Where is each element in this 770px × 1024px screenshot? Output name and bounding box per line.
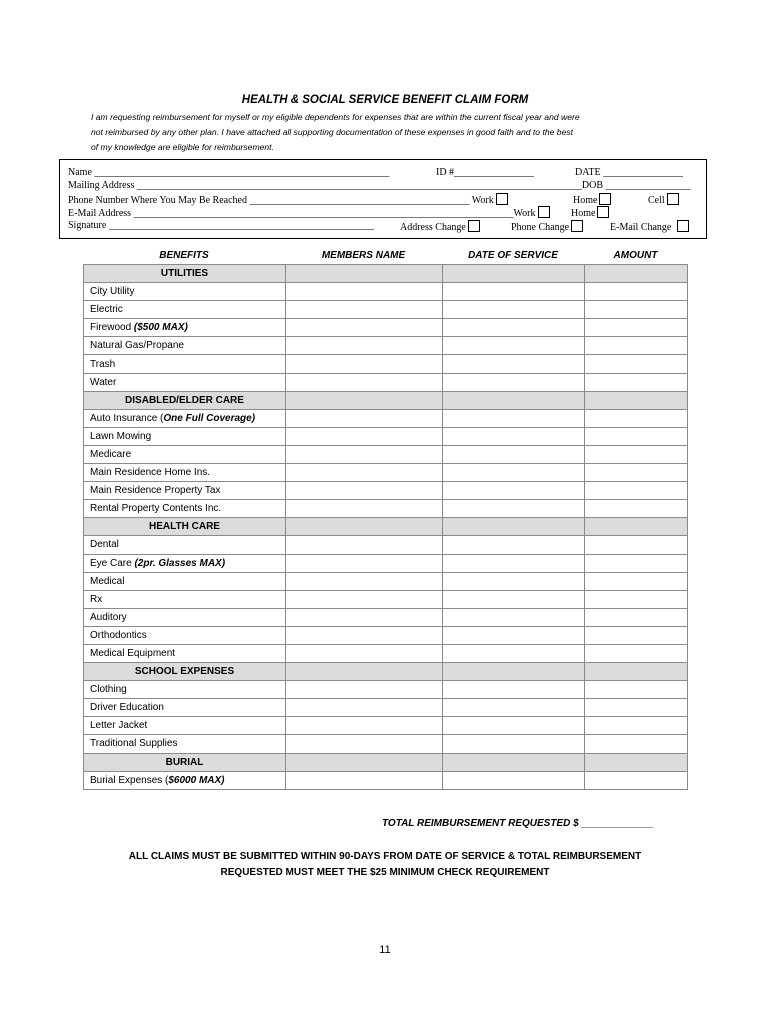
submission-notice bbox=[0, 849, 770, 881]
table-row bbox=[84, 337, 688, 355]
amount-cell[interactable] bbox=[585, 681, 688, 699]
benefit-text: Natural Gas/Propane bbox=[90, 340, 184, 352]
email-work-checkbox[interactable] bbox=[538, 206, 550, 218]
phone-home-label: Home bbox=[573, 195, 598, 206]
benefit-label bbox=[84, 373, 286, 391]
members-name-cell[interactable] bbox=[286, 626, 443, 644]
table-row bbox=[84, 771, 688, 789]
members-name-cell[interactable] bbox=[286, 373, 443, 391]
phone-home-checkbox[interactable] bbox=[599, 193, 611, 205]
column-header-benefits: BENEFITS bbox=[159, 250, 209, 261]
benefit-limit: One Full Coverage) bbox=[163, 412, 256, 424]
section-label bbox=[84, 265, 286, 283]
benefit-text: Driver Education bbox=[90, 702, 164, 714]
date-of-service-cell[interactable] bbox=[443, 735, 585, 753]
amount-cell[interactable] bbox=[585, 337, 688, 355]
members-name-cell[interactable] bbox=[286, 301, 443, 319]
benefit-text: HEALTH CARE bbox=[149, 521, 220, 533]
email-change-label: E-Mail Change bbox=[610, 222, 672, 233]
date-of-service-cell[interactable] bbox=[443, 626, 585, 644]
members-name-cell[interactable] bbox=[286, 319, 443, 337]
benefit-label bbox=[84, 445, 286, 463]
address-change bbox=[400, 220, 480, 233]
date-of-service-cell[interactable] bbox=[443, 373, 585, 391]
table-row bbox=[84, 608, 688, 626]
benefit-label bbox=[84, 409, 286, 427]
date-of-service-cell[interactable] bbox=[443, 554, 585, 572]
members-name-cell[interactable] bbox=[286, 355, 443, 373]
members-name-cell bbox=[286, 391, 443, 409]
table-row bbox=[84, 699, 688, 717]
amount-cell[interactable] bbox=[585, 482, 688, 500]
amount-cell[interactable] bbox=[585, 301, 688, 319]
benefit-label bbox=[84, 590, 286, 608]
members-name-cell bbox=[286, 518, 443, 536]
benefit-text: Medical Equipment bbox=[90, 648, 176, 660]
amount-cell[interactable] bbox=[585, 699, 688, 717]
date-of-service-cell[interactable] bbox=[443, 301, 585, 319]
date-of-service-cell[interactable] bbox=[443, 464, 585, 482]
benefit-label bbox=[84, 735, 286, 753]
total-reimbursement[interactable]: TOTAL REIMBURSEMENT REQUESTED $ _____________ bbox=[382, 818, 654, 829]
phone-cell-label: Cell bbox=[648, 195, 665, 206]
table-row bbox=[84, 590, 688, 608]
members-name-cell[interactable] bbox=[286, 590, 443, 608]
email-change-checkbox[interactable] bbox=[677, 220, 689, 232]
date-of-service-cell[interactable] bbox=[443, 482, 585, 500]
benefit-text: Rental Property Contents Inc. bbox=[90, 503, 222, 515]
section-label bbox=[84, 518, 286, 536]
members-name-cell[interactable] bbox=[286, 482, 443, 500]
amount-cell[interactable] bbox=[585, 464, 688, 482]
members-name-cell[interactable] bbox=[286, 771, 443, 789]
table-row bbox=[84, 373, 688, 391]
amount-cell bbox=[585, 391, 688, 409]
amount-cell[interactable] bbox=[585, 445, 688, 463]
date-of-service-cell[interactable] bbox=[443, 355, 585, 373]
table-row bbox=[84, 626, 688, 644]
date-of-service-cell[interactable] bbox=[443, 681, 585, 699]
benefit-text: Rx bbox=[90, 593, 103, 605]
amount-cell[interactable] bbox=[585, 626, 688, 644]
amount-cell[interactable] bbox=[585, 283, 688, 301]
date-of-service-cell[interactable] bbox=[443, 319, 585, 337]
members-name-cell[interactable] bbox=[286, 717, 443, 735]
intro-text bbox=[91, 110, 691, 155]
benefit-limit: ($500 MAX) bbox=[133, 322, 188, 334]
benefit-text: Traditional Supplies bbox=[90, 738, 178, 750]
members-name-cell[interactable] bbox=[286, 409, 443, 427]
date-of-service-cell[interactable] bbox=[443, 337, 585, 355]
benefit-text: Trash bbox=[90, 358, 116, 370]
date-of-service-cell[interactable] bbox=[443, 590, 585, 608]
table-row bbox=[84, 536, 688, 554]
section-row bbox=[84, 753, 688, 771]
date-of-service-cell[interactable] bbox=[443, 699, 585, 717]
intro-line: not reimbursed by any other plan. I have attached all supporting documentation of these expenses in good faith and to the best bbox=[91, 127, 574, 137]
benefits-table bbox=[83, 264, 688, 790]
signature-field[interactable]: Signature _____________________________________________________ bbox=[68, 220, 374, 231]
section-row bbox=[84, 518, 688, 536]
email-home-checkbox[interactable] bbox=[597, 206, 609, 218]
date-of-service-cell[interactable] bbox=[443, 771, 585, 789]
address-change-checkbox[interactable] bbox=[468, 220, 480, 232]
amount-cell[interactable] bbox=[585, 500, 688, 518]
table-row bbox=[84, 735, 688, 753]
phone-change bbox=[511, 220, 583, 233]
benefit-label bbox=[84, 319, 286, 337]
table-row bbox=[84, 319, 688, 337]
amount-cell[interactable] bbox=[585, 590, 688, 608]
date-of-service-cell bbox=[443, 753, 585, 771]
benefit-text: Letter Jacket bbox=[90, 720, 148, 732]
intro-line: of my knowledge are eligible for reimbursement. bbox=[91, 142, 274, 152]
table-row bbox=[84, 301, 688, 319]
members-name-cell[interactable] bbox=[286, 500, 443, 518]
amount-cell[interactable] bbox=[585, 427, 688, 445]
phone-work-checkbox[interactable] bbox=[496, 193, 508, 205]
benefit-label bbox=[84, 427, 286, 445]
members-name-cell[interactable] bbox=[286, 644, 443, 662]
amount-cell[interactable] bbox=[585, 536, 688, 554]
amount-cell[interactable] bbox=[585, 373, 688, 391]
phone-cell bbox=[648, 193, 679, 206]
amount-cell[interactable] bbox=[585, 771, 688, 789]
members-name-cell[interactable] bbox=[286, 337, 443, 355]
email-field bbox=[68, 206, 550, 219]
benefit-text: Dental bbox=[90, 539, 119, 551]
members-name-cell bbox=[286, 663, 443, 681]
benefit-text: Auditory bbox=[90, 611, 127, 623]
benefit-label bbox=[84, 626, 286, 644]
section-row bbox=[84, 663, 688, 681]
benefit-text: Eye Care bbox=[90, 557, 135, 569]
date-of-service-cell[interactable] bbox=[443, 283, 585, 301]
date-of-service-cell[interactable] bbox=[443, 500, 585, 518]
members-name-cell bbox=[286, 753, 443, 771]
amount-cell[interactable] bbox=[585, 608, 688, 626]
benefit-label bbox=[84, 771, 286, 789]
members-name-cell[interactable] bbox=[286, 464, 443, 482]
amount-cell[interactable] bbox=[585, 409, 688, 427]
section-label bbox=[84, 663, 286, 681]
claimant-info-box bbox=[59, 159, 707, 239]
section-label bbox=[84, 753, 286, 771]
benefit-label bbox=[84, 464, 286, 482]
benefit-text: Main Residence Property Tax bbox=[90, 485, 221, 497]
amount-cell bbox=[585, 753, 688, 771]
benefit-label bbox=[84, 554, 286, 572]
benefit-label bbox=[84, 681, 286, 699]
members-name-cell[interactable] bbox=[286, 572, 443, 590]
phone-change-label: Phone Change bbox=[511, 222, 570, 233]
phone-work-label: Phone Number Where You May Be Reached ____________________________________________ Work bbox=[68, 195, 494, 206]
column-header-members-name: MEMBERS NAME bbox=[321, 250, 406, 261]
table-row bbox=[84, 464, 688, 482]
benefit-text: SCHOOL EXPENSES bbox=[134, 666, 235, 678]
date-of-service-cell[interactable] bbox=[443, 536, 585, 554]
notice-line: ALL CLAIMS MUST BE SUBMITTED WITHIN 90-DAYS FROM DATE OF SERVICE & TOTAL REIMBURSEMENT bbox=[128, 851, 642, 862]
benefit-text: Burial Expenses ( bbox=[90, 774, 169, 786]
benefit-label bbox=[84, 536, 286, 554]
id-field[interactable]: ID #________________ bbox=[436, 167, 535, 178]
table-row bbox=[84, 445, 688, 463]
column-header-amount: AMOUNT bbox=[613, 250, 658, 261]
table-row bbox=[84, 427, 688, 445]
notice-line: REQUESTED MUST MEET THE $25 MINIMUM CHECK REQUIREMENT bbox=[220, 867, 550, 878]
benefit-label bbox=[84, 644, 286, 662]
benefit-label bbox=[84, 283, 286, 301]
amount-cell bbox=[585, 663, 688, 681]
members-name-cell[interactable] bbox=[286, 427, 443, 445]
date-of-service-cell bbox=[443, 663, 585, 681]
benefit-text: Medical bbox=[90, 575, 125, 587]
amount-cell[interactable] bbox=[585, 319, 688, 337]
date-of-service-cell[interactable] bbox=[443, 445, 585, 463]
date-of-service-cell bbox=[443, 391, 585, 409]
members-name-cell[interactable] bbox=[286, 699, 443, 717]
amount-cell[interactable] bbox=[585, 717, 688, 735]
amount-cell bbox=[585, 518, 688, 536]
benefit-text: Auto Insurance ( bbox=[90, 412, 164, 424]
date-of-service-cell[interactable] bbox=[443, 644, 585, 662]
amount-cell[interactable] bbox=[585, 735, 688, 753]
column-header-date-of-service: DATE OF SERVICE bbox=[468, 250, 558, 261]
section-label bbox=[84, 391, 286, 409]
members-name-cell[interactable] bbox=[286, 554, 443, 572]
table-row bbox=[84, 482, 688, 500]
section-row bbox=[84, 265, 688, 283]
amount-cell bbox=[585, 265, 688, 283]
benefit-text: Electric bbox=[90, 304, 123, 316]
benefit-text: UTILITIES bbox=[160, 268, 209, 280]
phone-change-checkbox[interactable] bbox=[571, 220, 583, 232]
benefit-limit: (2pr. Glasses MAX) bbox=[134, 557, 226, 569]
benefit-text: BURIAL bbox=[165, 756, 204, 768]
date-field[interactable]: DATE ________________ bbox=[575, 167, 684, 178]
phone-field bbox=[68, 193, 508, 206]
date-of-service-cell[interactable] bbox=[443, 409, 585, 427]
intro-line: I am requesting reimbursement for myself or my eligible dependents for expenses that are within the current fiscal year and were bbox=[91, 112, 580, 122]
members-name-cell[interactable] bbox=[286, 681, 443, 699]
mailing-address-field[interactable]: Mailing Address _________________________________________________________________________________________DOB _________________ bbox=[68, 180, 691, 191]
date-of-service-cell bbox=[443, 518, 585, 536]
form-title: HEALTH & SOCIAL SERVICE BENEFIT CLAIM FORM bbox=[241, 94, 529, 106]
members-name-cell[interactable] bbox=[286, 445, 443, 463]
members-name-cell[interactable] bbox=[286, 608, 443, 626]
page-number: 11 bbox=[379, 944, 391, 956]
benefit-label bbox=[84, 572, 286, 590]
benefit-label bbox=[84, 337, 286, 355]
date-of-service-cell[interactable] bbox=[443, 608, 585, 626]
table-row bbox=[84, 644, 688, 662]
members-name-cell[interactable] bbox=[286, 735, 443, 753]
benefit-text: Firewood bbox=[90, 322, 134, 334]
date-of-service-cell[interactable] bbox=[443, 427, 585, 445]
members-name-cell bbox=[286, 265, 443, 283]
amount-cell[interactable] bbox=[585, 572, 688, 590]
section-row bbox=[84, 391, 688, 409]
email-home-label: Home bbox=[571, 208, 596, 219]
benefit-label bbox=[84, 482, 286, 500]
table-row bbox=[84, 355, 688, 373]
table-row bbox=[84, 554, 688, 572]
email-work-label: E-Mail Address ____________________________________________________________________________Work bbox=[68, 208, 536, 219]
members-name-cell[interactable] bbox=[286, 283, 443, 301]
benefit-text: City Utility bbox=[90, 286, 135, 298]
address-change-label: Address Change bbox=[400, 222, 466, 233]
benefit-label bbox=[84, 355, 286, 373]
date-of-service-cell bbox=[443, 265, 585, 283]
benefit-label bbox=[84, 301, 286, 319]
benefit-text: Main Residence Home Ins. bbox=[90, 467, 211, 479]
benefit-label bbox=[84, 608, 286, 626]
benefit-text: Clothing bbox=[90, 684, 127, 696]
phone-home bbox=[573, 193, 611, 206]
benefit-text: DISABLED/ELDER CARE bbox=[125, 394, 244, 406]
table-row bbox=[84, 572, 688, 590]
phone-cell-checkbox[interactable] bbox=[667, 193, 679, 205]
benefit-label bbox=[84, 500, 286, 518]
benefit-text: Medicare bbox=[90, 448, 132, 460]
amount-cell[interactable] bbox=[585, 644, 688, 662]
date-of-service-cell[interactable] bbox=[443, 717, 585, 735]
benefit-text: Lawn Mowing bbox=[90, 430, 152, 442]
amount-cell[interactable] bbox=[585, 355, 688, 373]
name-field[interactable]: Name ___________________________________________________________ bbox=[68, 167, 390, 178]
benefit-text: Water bbox=[90, 376, 117, 388]
table-row bbox=[84, 500, 688, 518]
benefit-limit: $6000 MAX) bbox=[168, 774, 225, 786]
benefit-label bbox=[84, 699, 286, 717]
email-home bbox=[571, 206, 609, 219]
email-change bbox=[610, 220, 689, 233]
table-row bbox=[84, 717, 688, 735]
table-row bbox=[84, 283, 688, 301]
table-row bbox=[84, 681, 688, 699]
amount-cell[interactable] bbox=[585, 554, 688, 572]
benefit-label bbox=[84, 717, 286, 735]
date-of-service-cell[interactable] bbox=[443, 572, 585, 590]
members-name-cell[interactable] bbox=[286, 536, 443, 554]
benefit-text: Orthodontics bbox=[90, 629, 147, 641]
table-row bbox=[84, 409, 688, 427]
